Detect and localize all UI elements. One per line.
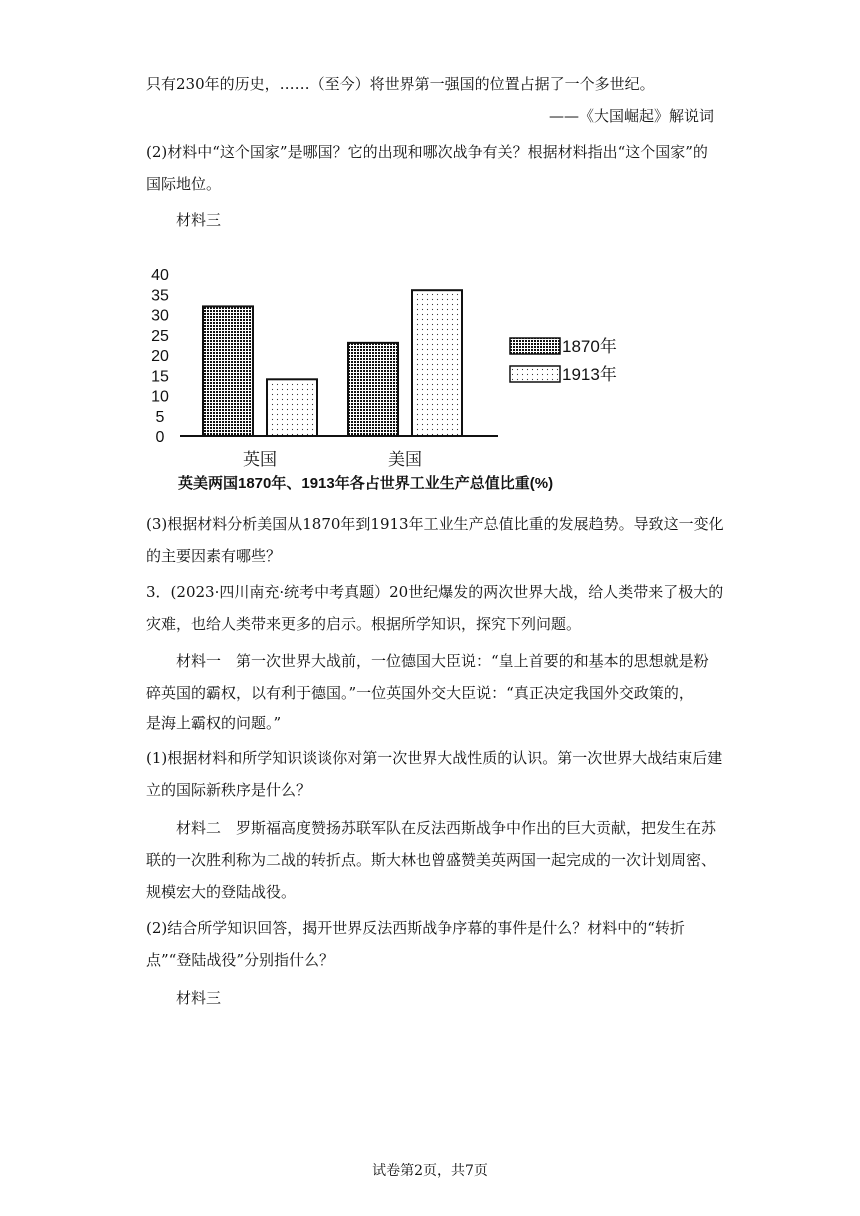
bar-us-1913年: [412, 290, 462, 436]
bar-us-1870年: [348, 343, 398, 436]
text-line: 只有230年的历史，……（至今）将世界第一强国的位置占据了一个多世纪。: [146, 75, 655, 93]
material-3-label: 材料三: [176, 211, 222, 229]
question-2-line1: (2)材料中“这个国家”是哪国？它的出现和哪次战争有关？根据材料指出“这个国家”的: [146, 143, 708, 161]
y-tick-label: 0: [155, 429, 165, 446]
question-3-line2: 的主要因素有哪些？: [146, 547, 282, 565]
chart-title: 英美两国1870年、1913年各占世界工业生产总值比重(%): [178, 475, 554, 492]
bar-chart: [150, 262, 617, 497]
y-tick-label: 35: [151, 287, 169, 305]
y-tick-label: 20: [151, 348, 169, 365]
chart-svg: [150, 262, 617, 497]
legend-label: 1870年: [562, 337, 617, 356]
material-3b-label: 材料三: [176, 989, 222, 1007]
source-citation: ——《大国崛起》解说词: [548, 107, 714, 125]
y-tick-label: 30: [151, 307, 169, 325]
y-tick-label: 5: [155, 408, 165, 426]
material-1-line2: 碎英国的霸权，以有利于德国。”一位英国外交大臣说：“真正决定我国外交政策的，: [146, 684, 694, 702]
question-2-line2: 国际地位。: [146, 175, 222, 193]
problem-3-line1: 3．(2023·四川南充·统考中考真题）20世纪爆发的两次世界大战，给人类带来了极大的: [146, 583, 724, 601]
question-1-line1: (1)根据材料和所学知识谈谈你对第一次世界大战性质的认识。第一次世界大战结束后建: [146, 749, 723, 767]
legend-swatch: [510, 338, 560, 354]
bar-uk-1870年: [203, 306, 253, 436]
page-footer: 试卷第2页，共7页: [372, 1163, 488, 1179]
material-2-line3: 规模宏大的登陆战役。: [146, 883, 297, 901]
x-category-label: 英国: [243, 450, 277, 469]
y-tick-label: 15: [151, 368, 169, 386]
bar-uk-1913年: [267, 379, 317, 436]
x-category-label: 美国: [388, 450, 422, 469]
y-tick-label: 25: [151, 327, 169, 345]
legend-label: 1913年: [562, 365, 617, 384]
material-2-line1: 材料二 罗斯福高度赞扬苏联军队在反法西斯战争中作出的巨大贡献，把发生在苏: [176, 819, 717, 837]
material-1-line1: 材料一 第一次世界大战前，一位德国大臣说：“皇上首要的和基本的思想就是粉: [176, 652, 709, 670]
y-tick-label: 10: [151, 388, 169, 406]
legend-swatch: [510, 366, 560, 382]
material-1-line3: 是海上霸权的问题。”: [146, 714, 282, 732]
question-1-line2: 立的国际新秩序是什么？: [146, 781, 312, 799]
question-3-line1: (3)根据材料分析美国从1870年到1913年工业生产总值比重的发展趋势。导致这一变化: [146, 515, 724, 533]
question-2b-line1: (2)结合所学知识回答，揭开世界反法西斯战争序幕的事件是什么？材料中的“转折: [146, 919, 685, 937]
question-2b-line2: 点”“登陆战役”分别指什么？: [146, 951, 335, 969]
y-tick-label: 40: [151, 267, 169, 284]
material-2-line2: 联的一次胜利称为二战的转折点。斯大林也曾盛赞美英两国一起完成的一次计划周密、: [146, 851, 717, 869]
problem-3-line2: 灾难，也给人类带来更多的启示。根据所学知识，探究下列问题。: [146, 615, 582, 633]
